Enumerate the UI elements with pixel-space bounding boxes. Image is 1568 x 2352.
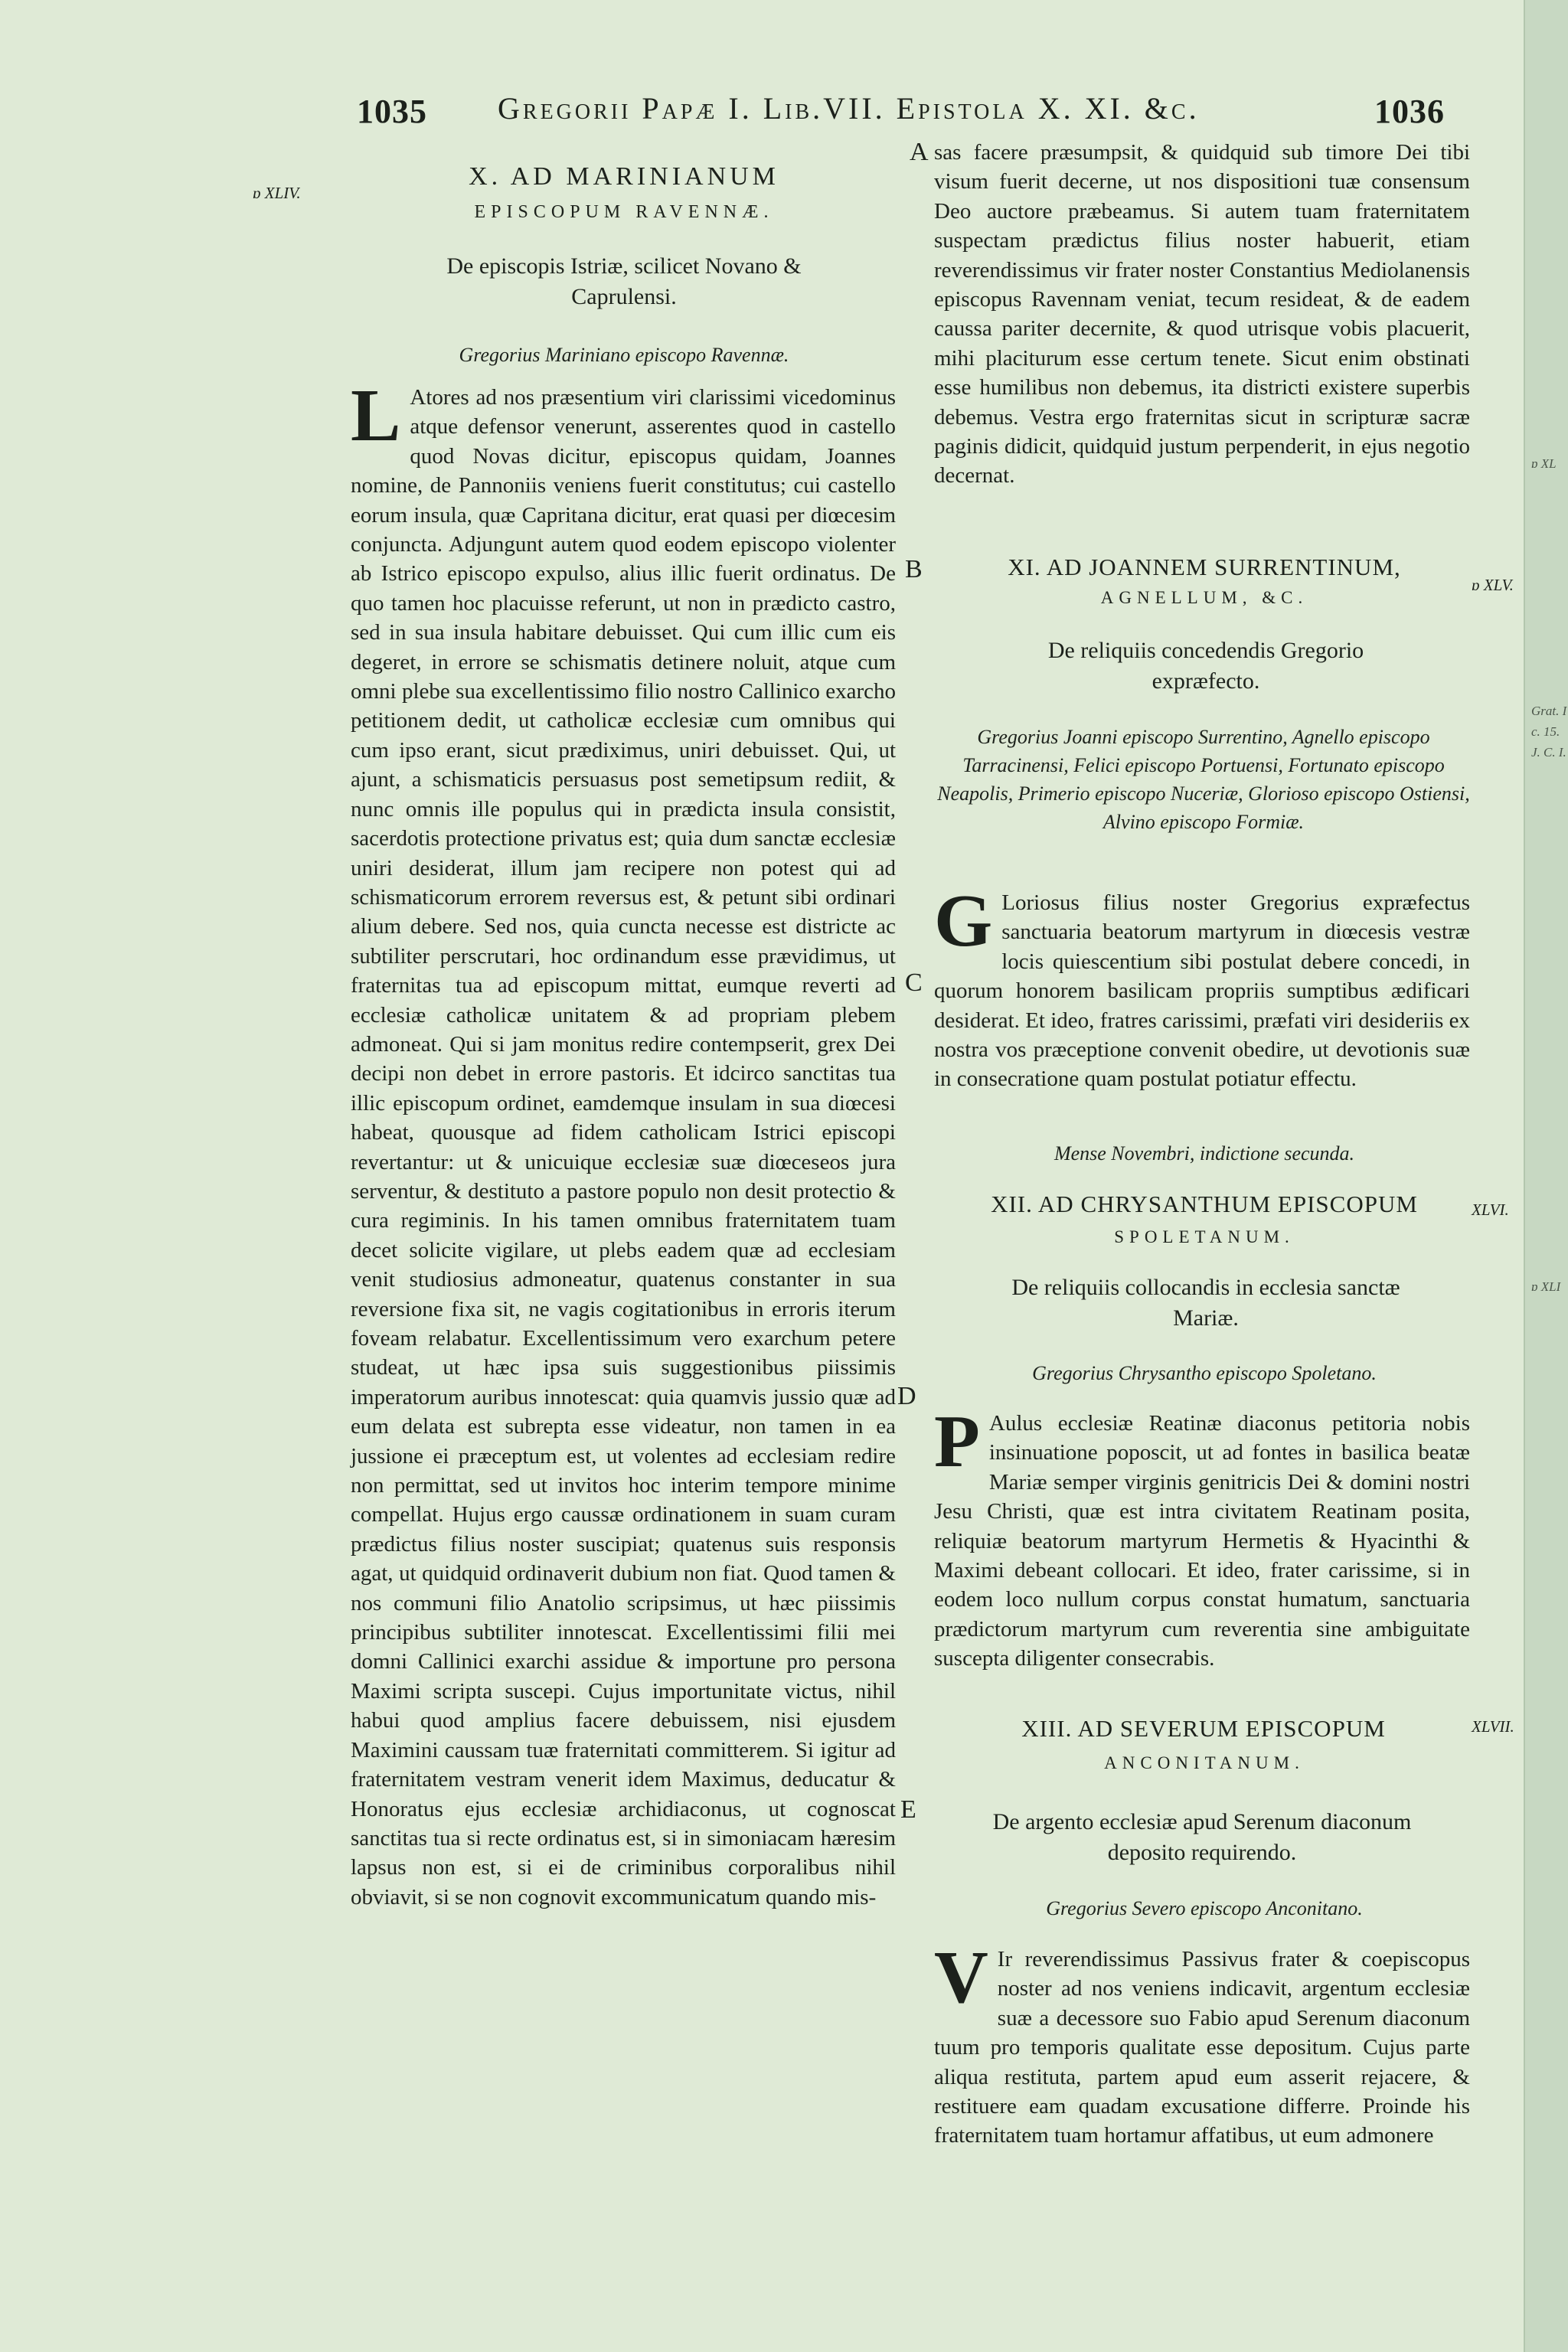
margin-note-xiii: XLVII. [1472, 1717, 1514, 1736]
letter-x-text [351, 374, 896, 1912]
edge-note: ɒ XLI [1531, 1279, 1561, 1294]
letter-xiii-salutation: Gregorius Severo episcopo Anconitano. [1046, 1897, 1363, 1919]
letter-x-body: Atores ad nos præsentium viri clarissimi vicedominus atque defensor venerunt, asserentes quod in castello quod Novas dicitur, episcopus quidam, Joannes nomine, de Pannoniis veniens fuerit constitutus; cui castello eorum insula, quæ Capritana dicitur, erat quasi per diœcesim conjuncta. Adjungunt autem quod eodem episcopo violenter ab Istrico episcopo expulso, alius illic fuerit ordinatus. De quo tamen hoc placuisse referunt, ut non in prædicto castro, sed in sua insula habitare debuisset. Qui cum illic cum eis degeret, in errore se schismatis detinere noluit, atque cum omni plebe sua excellentissimo filio nostro Callinico exarcho petitionem dedit, ut catholicæ ecclesiæ cum omnibus qui cum ipso erant, sicut prædiximus, uniri debuisset. Qui, ut ajunt, a schismaticis persuasus post semetipsum rediit, & nunc omnis ille populus qui in prædicta insula consistit, sacerdotis protectione privatus est; quia dum sanctæ ecclesiæ uniri desiderat, illum jam recipere non potest qui ad schismaticorum errorem reversus est, & petunt sibi ordinari alium debere. Sed nos, quia cuncta necesse est districte ac subtiliter perscrutari, hoc ordinandum esse prævidimus, ut fraternitas tua ad episcopum mittat, eumque reverti ad ecclesiæ catholicæ unitatem & ad propriam plebem admoneat. Qui si jam monitus redire contempserit, grex Dei decipi non debet in errore pastoris. Et idcirco sanctitas tua illic episcopum ordinet, eamdemque insulam in sua diœcesi habeat, quousque ad fidem catholicam Istrici episcopi revertantur: ut & unicuique ecclesiæ suæ diœceseos jura serventur, & destituto a pastore populo non desit protectio & cura regiminis. In his tamen omnibus fraternitatem tuam decet solicite vigilare, ut plebs eadem quæ ad ecclesiam venit studiosius admoneatur, quatenus constanter in sua reversione fixa sit, ne vagis cogitationibus in erroris iterum foveam relabatur. Excellentissimum vero exarchum petere studeat, ut hæc ipsa suis suggestionibus piissimis imperatorum auribus innotescat: quia quamvis jussio quæ ad eum delata est subrepta esse videatur, non tamen in ea jussione ei præceptum est, ut volentes ad ecclesiam redire non permittat, sed ut invitos hoc interim tempore minime compellat. Hujus ergo caussæ ordinationem in suam curam prædictus filius noster suscipiat; quatenus suis responsis agat, ut quidquid ordinaverit dubium non fiat. Quod tamen & nos communi filio Anatolio scripsimus, ut hæc piissimis principibus subtiliter innotescat. Excellentissimi filii mei domni Callinici exarchi assidue & importune pro persona Maximi scripta suscepi. Cujus importunitate victus, nihil habui quod amplius facere debuissem, nisi ejusdem Maximini caussam tuæ fraternitati committerem. Si igitur ad fraternitatem vestram venerit idem Maximus, deducatur & Honoratus ejus ecclesiæ archidiaconus, ut cognoscat sanctitas tua si recte ordinatus est, si in simoniacam hæresim lapsus non est, si ei de criminibus corporalibus nihil obviavit, si se non cognovit excommunicatum quando mis- [351, 385, 896, 1909]
dropcap: V [934, 1936, 988, 2019]
page-number-left: 1035 [357, 93, 427, 130]
edge-note: J. C. I. [1531, 745, 1566, 760]
page-number-right: 1036 [1374, 93, 1445, 130]
letter-xi-subheading: AGNELLUM, &C. [1100, 588, 1308, 607]
letter-x-salutation: Gregorius Mariniano episcopo Ravennæ. [459, 344, 789, 366]
margin-note-x: ɒ XLIV. [253, 184, 301, 202]
letter-x-continuation-text: sas facere præsumpsit, & quidquid sub timore Dei tibi visum fuerit decerne, ut nos dispositioni tuæ consensum Deo auctore præbeamus. Si autem tuam fraternitatem suspectam prædictus filius noster habuerit, etiam reverendissimus vir frater noster Constantius Mediolanensis episcopus Ravennam veniat, tecum resideat, & de eadem caussa pariter decernite, & quod utrisque vobis placuerit, mihi placiturum esse certum tenete. Sicut enim obstinati esse humilibus non debemus, ita districti existere superbis debemus. Vestra ergo fraternitas sicut in scripturæ sacræ paginis didicit, quidquid justum perpenderit, in ejus negotio decernat. [934, 140, 1470, 488]
section-letter-d: D [897, 1382, 916, 1410]
letter-xi-heading: XI. AD JOANNEM SURRENTINUM, [1008, 554, 1401, 580]
letter-xiii-text [934, 1936, 1470, 2151]
section-letter-a: A [910, 138, 929, 166]
letter-xi-salutation: Gregorius Joanni episcopo Surrentino, Agnello episcopo Tarracinensi, Felici episcopo Portuensi, Fortunato episcopo Neapolis, Primerio episcopo Nuceriæ, Glorioso episcopo Ostiensi, Alvino episcopo Formiæ. [937, 726, 1470, 833]
margin-note-xi: ɒ XLV. [1472, 576, 1514, 594]
section-letter-e: E [900, 1795, 916, 1824]
letter-x-subject: De episcopis Istriæ, scilicet Novano & Caprulensi. [446, 253, 802, 309]
letter-xii-heading: XII. AD CHRYSANTHUM EPISCOPUM [991, 1191, 1418, 1217]
letter-xi-date: Mense Novembri, indictione secunda. [1054, 1142, 1355, 1165]
letter-x-continuation [934, 138, 1470, 491]
letter-xi-body: Loriosus filius noster Gregorius expræfectus sanctuaria beatorum martyrum in diœcesis vestræ locis quiescentium sibi postulat debere concedi, in quorum honorem basilicam propriis sumptibus ædificari desiderat. Et ideo, fratres carissimi, præfati viri desideriis ex nostra vos præceptione convenit obedire, ut devotionis suæ in consecratione quam postulat potiatur effectu. [934, 890, 1470, 1092]
edge-note: Grat. I [1531, 704, 1567, 718]
dropcap: P [934, 1400, 980, 1483]
letter-xii-salutation: Gregorius Chrysantho episcopo Spoletano. [1032, 1362, 1377, 1384]
section-letter-c: C [905, 969, 923, 997]
dropcap: G [934, 880, 993, 962]
letter-xii-body: Aulus ecclesiæ Reatinæ diaconus petitoria nobis insinuatione poposcit, ut ad fontes in basilica beatæ Mariæ semper virginis genitricis Dei & domini nostri Jesu Christi, quæ est intra civitatem Reatinam posita, reliquiæ beatorum martyrum Hermetis & Hyacinthi & Maximi debeant collocari. Et ideo, frater carissime, si in eodem loco nullum corpus constat humatum, sanctuaria prædictorum martyrum cum reverentia sine ambiguitate suscepta diligenter consecrabis. [934, 1411, 1470, 1671]
letter-xiii-body: Ir reverendissimus Passivus frater & coepiscopus noster ad nos veniens indicavit, argentum ecclesiæ suæ a decessore suo Fabio apud Serenum diaconum tuum pro temporis qualitate esse depositum. Cujus parte aliqua restituta, partem apud eum asserit rejacere, & restituere eam quadam excusatione differre. Proinde his fraternitatem tuam hortamur affatibus, ut eum admonere [934, 1947, 1470, 2148]
section-letter-b: B [905, 555, 923, 583]
dropcap: L [351, 374, 401, 457]
next-page-edge [1524, 0, 1568, 2352]
letter-xii-subject: De reliquiis collocandis in ecclesia sanctæ Mariæ. [1011, 1275, 1400, 1331]
running-title: Gregorii Papæ I. Lib.VII. Epistola X. XI. &c. [498, 91, 1200, 126]
letter-xi-text [934, 880, 1470, 1094]
letter-x-heading: X. AD MARINIANUM [469, 162, 779, 191]
letter-xiii-subject: De argento ecclesiæ apud Serenum diaconum deposito requirendo. [992, 1809, 1412, 1865]
letter-xii-text [934, 1400, 1470, 1674]
letter-xiii-subheading: ANCONITANUM. [1104, 1753, 1305, 1772]
letter-xiii-heading: XIII. AD SEVERUM EPISCOPUM [1021, 1715, 1386, 1742]
letter-xi-subject: De reliquiis concedendis Gregorio expræfecto. [1047, 638, 1364, 694]
letter-x-subheading: EPISCOPUM RAVENNÆ. [474, 202, 774, 222]
edge-note: ɒ XL [1531, 456, 1557, 471]
edge-note: c. 15. [1531, 724, 1560, 739]
letter-xii-subheading: SPOLETANUM. [1114, 1227, 1295, 1246]
margin-note-xii: XLVI. [1472, 1200, 1509, 1219]
